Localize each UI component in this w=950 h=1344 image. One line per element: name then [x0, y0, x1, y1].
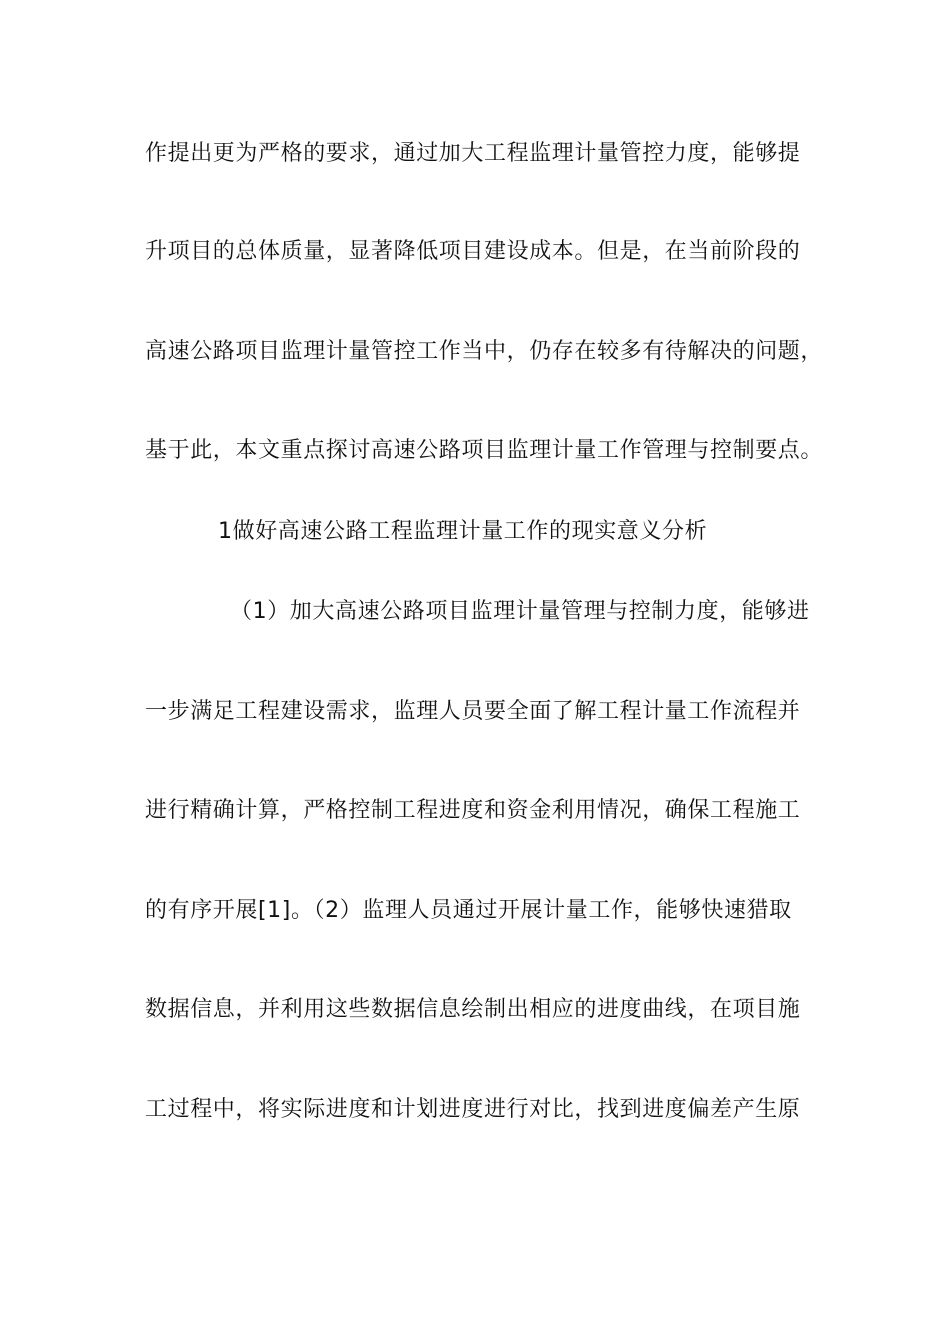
- paragraph-line-5: （1）加大高速公路项目监理计量管理与控制力度，能够进: [230, 599, 810, 624]
- paragraph-line-7: 进行精确计算，严格控制工程进度和资金利用情况，确保工程施工: [145, 798, 801, 823]
- paragraph-line-4: 基于此，本文重点探讨高速公路项目监理计量工作管理与控制要点。: [145, 438, 824, 463]
- paragraph-line-3: 高速公路项目监理计量管控工作当中，仍存在较多有待解决的问题，: [145, 339, 824, 364]
- paragraph-line-1: 作提出更为严格的要求，通过加大工程监理计量管控力度，能够提: [145, 141, 801, 166]
- paragraph-line-2: 升项目的总体质量，显著降低项目建设成本。但是，在当前阶段的: [145, 239, 801, 264]
- paragraph-line-10: 工过程中，将实际进度和计划进度进行对比，找到进度偏差产生原: [145, 1097, 801, 1122]
- section-heading: 1做好高速公路工程监理计量工作的现实意义分析: [218, 519, 708, 544]
- paragraph-line-6: 一步满足工程建设需求，监理人员要全面了解工程计量工作流程并: [145, 699, 801, 724]
- paragraph-line-8: 的有序开展[1]。（2）监理人员通过开展计量工作，能够快速猎取: [145, 898, 792, 923]
- paragraph-line-9: 数据信息，并利用这些数据信息绘制出相应的进度曲线，在项目施: [145, 997, 801, 1022]
